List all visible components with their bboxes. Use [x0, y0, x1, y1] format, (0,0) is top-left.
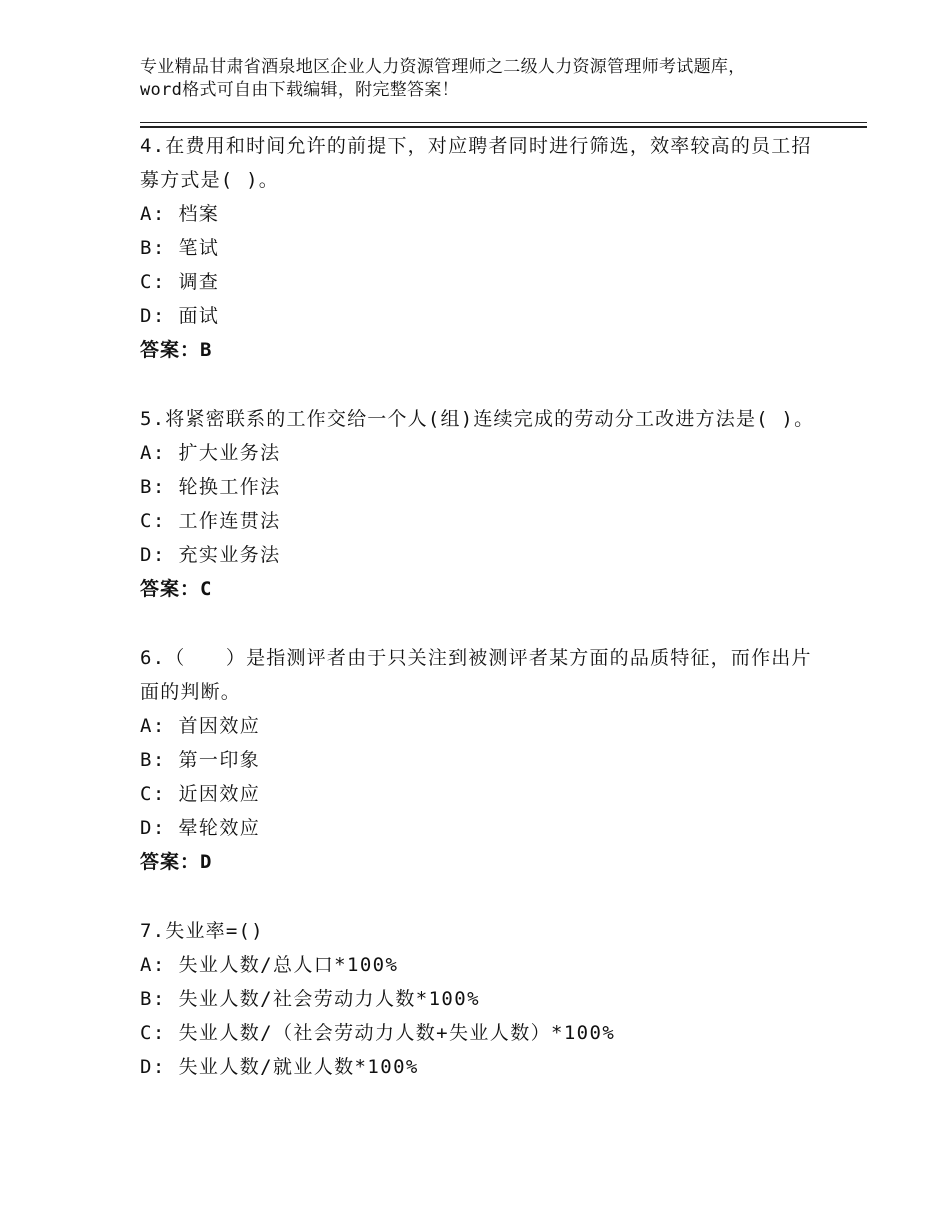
option-d: D: 晕轮效应 — [140, 817, 261, 839]
option-d: D: 面试 — [140, 305, 220, 327]
question-text: 7.失业率=() — [140, 920, 264, 942]
question-7 — [140, 913, 820, 1084]
option-d: D: 充实业务法 — [140, 544, 281, 566]
option-c: C: 工作连贯法 — [140, 510, 281, 532]
spacer — [140, 367, 820, 401]
option-a: A: 失业人数/总人口*100% — [140, 954, 399, 976]
option-a: A: 扩大业务法 — [140, 442, 281, 464]
spacer — [140, 879, 820, 913]
question-6 — [140, 640, 820, 879]
option-b: B: 失业人数/社会劳动力人数*100% — [140, 988, 480, 1010]
question-text: 5.将紧密联系的工作交给一个人(组)连续完成的劳动分工改进方法是( )。 — [140, 408, 815, 430]
option-a: A: 首因效应 — [140, 715, 261, 737]
answer-label: 答案：C — [140, 578, 213, 600]
question-4 — [140, 128, 820, 367]
question-list — [140, 128, 820, 1084]
header-rule-thin — [140, 122, 867, 123]
question-text: 4.在费用和时间允许的前提下，对应聘者同时进行筛选，效率较高的员工招募方式是( )。 — [140, 135, 812, 191]
option-d: D: 失业人数/就业人数*100% — [140, 1056, 419, 1078]
option-c: C: 近因效应 — [140, 783, 261, 805]
answer-label: 答案：B — [140, 339, 213, 361]
option-c: C: 调查 — [140, 271, 220, 293]
spacer — [140, 606, 820, 640]
option-b: B: 轮换工作法 — [140, 476, 281, 498]
option-c: C: 失业人数/（社会劳动力人数+失业人数）*100% — [140, 1022, 616, 1044]
option-b: B: 笔试 — [140, 237, 220, 259]
question-5 — [140, 401, 820, 606]
answer-label: 答案：D — [140, 851, 213, 873]
page-header-title: 专业精品甘肃省酒泉地区企业人力资源管理师之二级人力资源管理师考试题库，word格式可自由下载编辑，附完整答案！ — [140, 57, 746, 100]
option-a: A: 档案 — [140, 203, 220, 225]
option-b: B: 第一印象 — [140, 749, 261, 771]
question-text: 6.（ ）是指测评者由于只关注到被测评者某方面的品质特征，而作出片面的判断。 — [140, 647, 812, 703]
